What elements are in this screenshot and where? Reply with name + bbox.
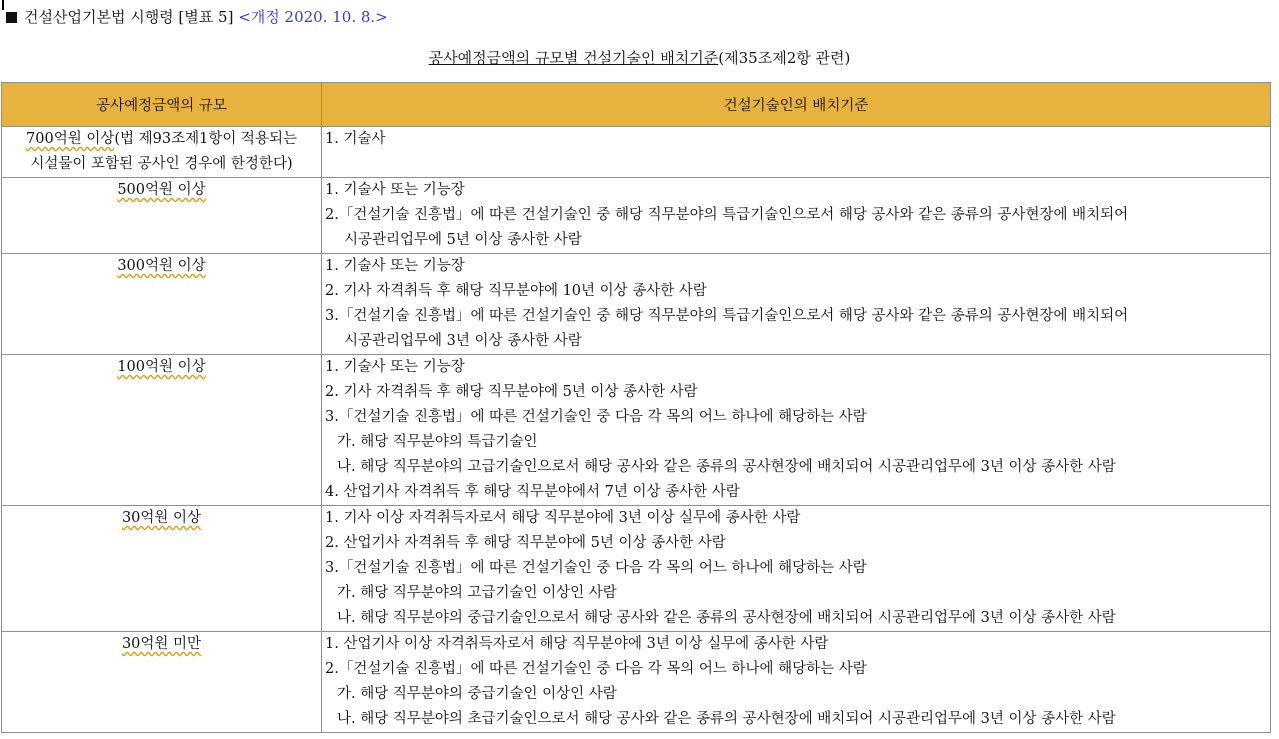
criteria-subitem: 나. 해당 직무분야의 중급기술인으로서 해당 공사와 같은 종류의 공사현장에 배치되어 시공관리업무에 3년 이상 종사한 사람: [337, 610, 1116, 626]
criteria-item: 4. 산업기사 자격취득 후 해당 직무분야에서 7년 이상 종사한 사람: [325, 484, 740, 500]
header-scale: 공사예정금액의 규모: [2, 83, 322, 127]
criteria-item: 3.「건설기술 진흥법」에 따른 건설기술인 중 해당 직무분야의 특급기술인으로서 해당 공사와 같은 종류의 공사현장에 배치되어: [325, 308, 1129, 324]
table-row: [2, 254, 1271, 355]
criteria-item: 2. 기사 자격취득 후 해당 직무분야에 10년 이상 종사한 사람: [325, 283, 707, 299]
criteria-item: 3.「건설기술 진흥법」에 따른 건설기술인 중 다음 각 목의 어느 하나에 해당하는 사람: [325, 409, 867, 425]
criteria-cell: [322, 127, 1271, 178]
criteria-item: 1. 기술사 또는 기능장: [325, 182, 465, 198]
table-header-row: [2, 83, 1271, 127]
criteria-item: 2. 기사 자격취득 후 해당 직무분야에 5년 이상 종사한 사람: [325, 384, 698, 400]
table-row: [2, 127, 1271, 178]
criteria-cell: [322, 632, 1271, 733]
criteria-item-continuation: 시공관리업무에 5년 이상 종사한 사람: [344, 232, 582, 248]
criteria-item: 1. 기술사 또는 기능장: [325, 258, 465, 274]
law-heading: [6, 6, 388, 28]
criteria-subitem: 가. 해당 직무분야의 고급기술인 이상인 사람: [337, 585, 617, 601]
scale-note: (법 제93조제1항이 적용되는: [114, 131, 297, 147]
criteria-item: 2.「건설기술 진흥법」에 따른 건설기술인 중 해당 직무분야의 특급기술인으로서 해당 공사와 같은 종류의 공사현장에 배치되어: [325, 207, 1129, 223]
scale-amount: 30억원 이상: [121, 510, 202, 526]
law-title: 건설산업기본법 시행령 [별표 5]: [24, 8, 234, 26]
table-row: [2, 506, 1271, 632]
scale-cell: [2, 506, 322, 632]
criteria-subitem: 나. 해당 직무분야의 고급기술인으로서 해당 공사와 같은 종류의 공사현장에 배치되어 시공관리업무에 3년 이상 종사한 사람: [337, 459, 1116, 475]
scale-amount: 500억원 이상: [117, 182, 206, 198]
scale-amount: 300억원 이상: [117, 258, 206, 274]
criteria-cell: [322, 506, 1271, 632]
scale-amount: 30억원 미만: [121, 636, 202, 652]
scale-cell: [2, 254, 322, 355]
table-row: [2, 178, 1271, 254]
caption-title: 공사예정금액의 규모별 건설기술인 배치기준: [428, 49, 719, 67]
scale-amount: 100억원 이상: [117, 359, 206, 375]
cursor-marker: [2, 0, 4, 10]
criteria-item-continuation: 시공관리업무에 3년 이상 종사한 사람: [344, 333, 582, 349]
criteria-subitem: 가. 해당 직무분야의 특급기술인: [337, 434, 538, 450]
scale-amount: 700억원 이상: [26, 131, 115, 147]
header-criteria: 건설기술인의 배치기준: [322, 83, 1271, 127]
table-caption: [0, 47, 1279, 69]
scale-cell: [2, 127, 322, 178]
criteria-item: 2. 산업기사 자격취득 후 해당 직무분야에 5년 이상 종사한 사람: [325, 535, 726, 551]
criteria-cell: [322, 355, 1271, 506]
criteria-subitem: 가. 해당 직무분야의 중급기술인 이상인 사람: [337, 686, 617, 702]
caption-reference: (제35조제2항 관련): [718, 49, 851, 67]
criteria-item: 1. 기술사 또는 기능장: [325, 359, 465, 375]
black-square-icon: [6, 12, 17, 23]
scale-cell: [2, 632, 322, 733]
criteria-item: 1. 기술사: [325, 131, 386, 147]
scale-note: 시설물이 포함된 공사인 경우에 한정한다): [30, 156, 293, 172]
table-row: [2, 355, 1271, 506]
staffing-criteria-table: [1, 82, 1271, 733]
criteria-item: 3.「건설기술 진흥법」에 따른 건설기술인 중 다음 각 목의 어느 하나에 해당하는 사람: [325, 560, 867, 576]
criteria-cell: [322, 178, 1271, 254]
criteria-cell: [322, 254, 1271, 355]
criteria-item: 1. 산업기사 이상 자격취득자로서 해당 직무분야에 3년 이상 실무에 종사한 사람: [325, 636, 829, 652]
criteria-item: 2.「건설기술 진흥법」에 따른 건설기술인 중 다음 각 목의 어느 하나에 해당하는 사람: [325, 661, 867, 677]
scale-cell: [2, 355, 322, 506]
revision-date: <개정 2020. 10. 8.>: [238, 8, 388, 26]
criteria-item: 1. 기사 이상 자격취득자로서 해당 직무분야에 3년 이상 실무에 종사한 사람: [325, 510, 801, 526]
criteria-subitem: 나. 해당 직무분야의 초급기술인으로서 해당 공사와 같은 종류의 공사현장에 배치되어 시공관리업무에 3년 이상 종사한 사람: [337, 711, 1116, 727]
table-row: [2, 632, 1271, 733]
scale-cell: [2, 178, 322, 254]
